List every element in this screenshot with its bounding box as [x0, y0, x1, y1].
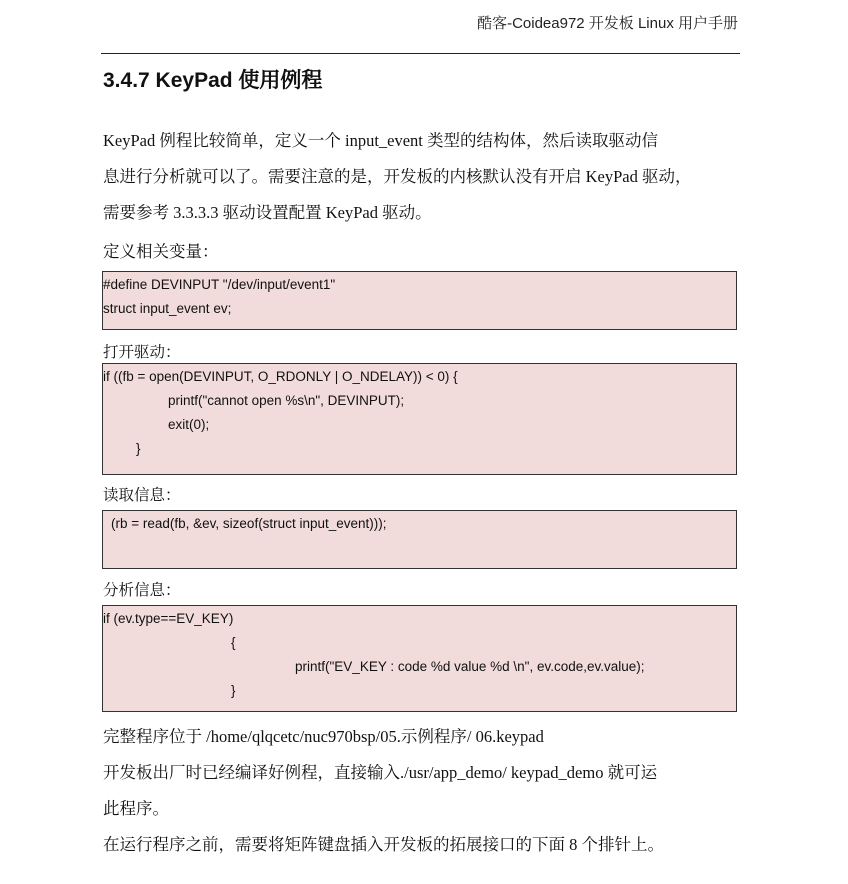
code-line: { [231, 635, 236, 650]
code-line: printf("EV_KEY : code %d value %d \n", ev.code,ev.value); [295, 659, 645, 674]
intro-line: 息进行分析就可以了。需要注意的是，开发板的内核默认没有开启 KeyPad 驱动， [103, 167, 692, 186]
code-line: if (ev.type==EV_KEY) [103, 611, 234, 626]
outro-line: 在运行程序之前，需要将矩阵键盘插入开发板的拓展接口的下面 8 个排针上。 [103, 835, 664, 854]
intro-line: 需要参考 3.3.3.3 驱动设置配置 KeyPad 驱动。 [103, 203, 432, 222]
code-line: (rb = read(fb, &ev, sizeof(struct input_event))); [111, 516, 387, 531]
outro-line: 开发板出厂时已经编译好例程，直接输入./usr/app_demo/ keypad_demo 就可运 [103, 763, 658, 782]
define-vars-label: 定义相关变量： [103, 242, 219, 261]
intro-line: KeyPad 例程比较简单，定义一个 input_event 类型的结构体，然后读取驱动信 [103, 131, 659, 150]
code-line: exit(0); [168, 417, 210, 432]
define-vars-code-block [102, 271, 737, 330]
code-line: #define DEVINPUT "/dev/input/event1" [103, 277, 336, 292]
open-driver-code-block [102, 363, 737, 475]
code-line: } [136, 441, 141, 456]
outro-line: 此程序。 [103, 799, 169, 818]
open-driver-label: 打开驱动： [103, 344, 181, 361]
header-divider [101, 53, 740, 54]
read-info-label: 读取信息： [103, 487, 181, 504]
read-info-code-block [102, 510, 737, 569]
outro-line: 完整程序位于 /home/qlqcetc/nuc970bsp/05.示例程序/ 06.keypad [103, 727, 544, 746]
analyze-info-code-block [102, 605, 737, 712]
outro-paragraph [103, 719, 743, 863]
running-header: 酷客-Coidea972 开发板 Linux 用户手册 [477, 15, 738, 32]
intro-paragraph [103, 123, 743, 231]
code-line: } [231, 683, 236, 698]
code-line: struct input_event ev; [103, 301, 232, 316]
code-line: if ((fb = open(DEVINPUT, O_RDONLY | O_NDELAY)) < 0) { [103, 369, 458, 384]
section-heading: 3.4.7 KeyPad 使用例程 [103, 69, 323, 92]
analyze-info-label: 分析信息： [103, 582, 181, 599]
code-line: printf("cannot open %s\n", DEVINPUT); [168, 393, 405, 408]
